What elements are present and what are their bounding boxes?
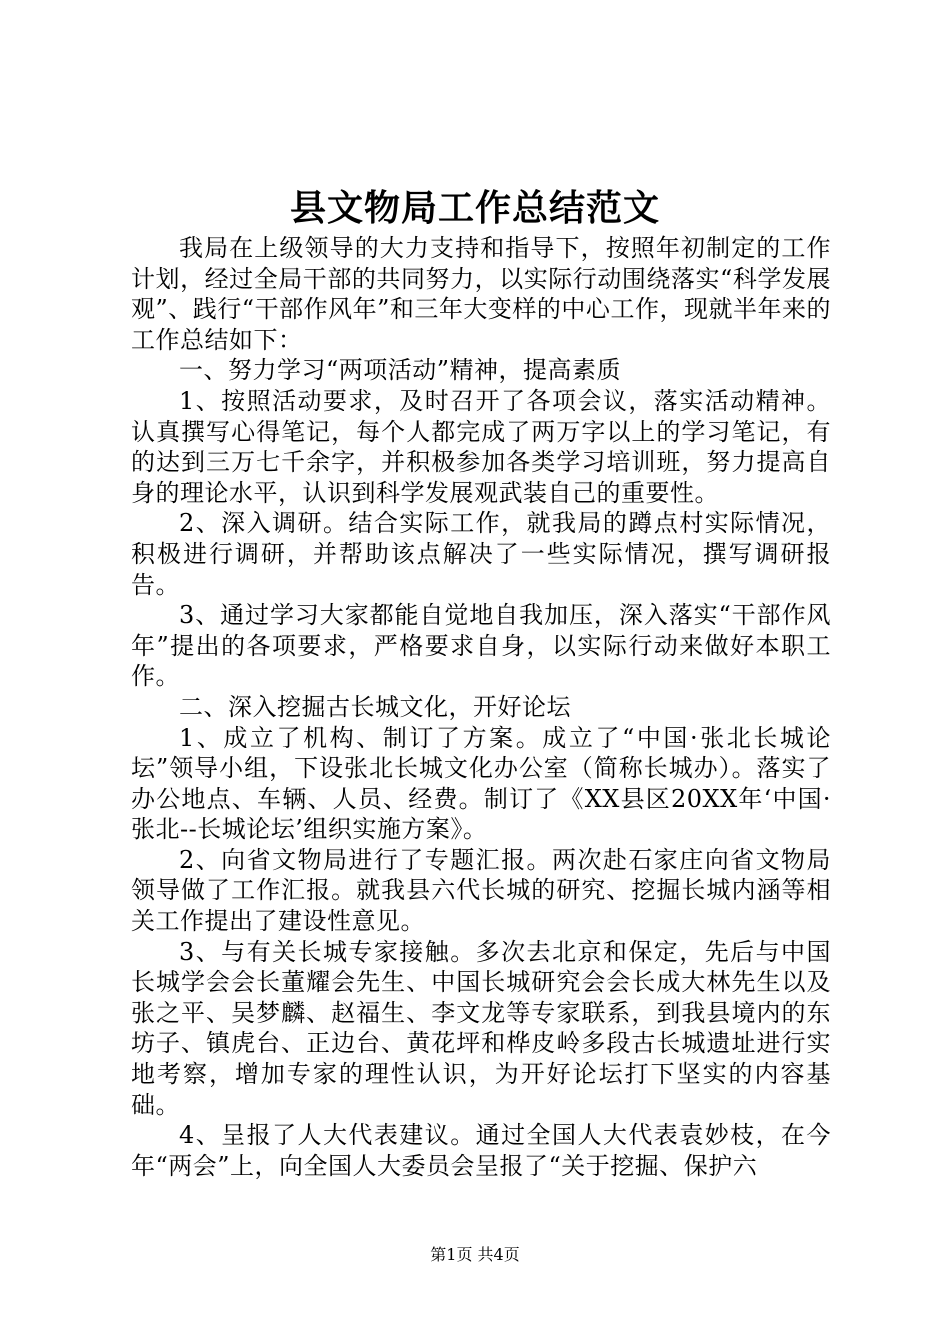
paragraph-item: 3、与有关长城专家接触。多次去北京和保定，先后与中国长城学会会长董耀会先生、中国长城研究会会长成大林先生以及张之平、吴梦麟、赵福生、李文龙等专家联系，到我县境内的东坊子、镇虎台、正边台、黄花坪和桦皮岭多段古长城遗址进行实地考察，增加专家的理性认识，为开好论坛打下坚实的内容基础。 <box>131 937 831 1119</box>
paragraph-item: 1、成立了机构、制订了方案。成立了“中国·张北长城论坛”领导小组，下设张北长城文化办公室（简称长城办）。落实了办公地点、车辆、人员、经费。制订了《XX县区20XX年‘中国·张北--长城论坛’组织实施方案》。 <box>131 723 831 844</box>
paragraph-item: 2、向省文物局进行了专题汇报。两次赴石家庄向省文物局领导做了工作汇报。就我县六代长城的研究、挖掘长城内涵等相关工作提出了建设性意见。 <box>131 845 831 936</box>
paragraph-intro: 我局在上级领导的大力支持和指导下，按照年初制定的工作计划，经过全局干部的共同努力，以实际行动围绕落实“科学发展观”、践行“干部作风年”和三年大变样的中心工作，现就半年来的工作总结如下： <box>131 234 831 354</box>
page-footer: 第1页 共4页 <box>430 1245 520 1264</box>
paragraph-item: 3、通过学习大家都能自觉地自我加压，深入落实“干部作风年”提出的各项要求，严格要求自身，以实际行动来做好本职工作。 <box>131 601 831 691</box>
section-heading-1: 一、努力学习“两项活动”精神，提高素质 <box>179 356 622 385</box>
document-body <box>131 233 831 1181</box>
section-heading-2: 二、深入挖掘古长城文化，开好论坛 <box>179 692 571 721</box>
paragraph-item: 1、按照活动要求，及时召开了各项会议，落实活动精神。认真撰写心得笔记，每个人都完成了两万字以上的学习笔记，有的达到三万七千余字，并积极参加各类学习培训班，努力提高自身的理论水平，认识到科学发展观武装自己的重要性。 <box>131 386 831 507</box>
document-title: 县文物局工作总结范文 <box>289 187 660 229</box>
paragraph-item: 4、呈报了人大代表建议。通过全国人大代表袁妙枝，在今年“两会”上，向全国人大委员会呈报了“关于挖掘、保护六 <box>131 1121 831 1180</box>
paragraph-item: 2、深入调研。结合实际工作，就我局的蹲点村实际情况，积极进行调研，并帮助该点解决了一些实际情况，撰写调研报告。 <box>131 509 831 599</box>
